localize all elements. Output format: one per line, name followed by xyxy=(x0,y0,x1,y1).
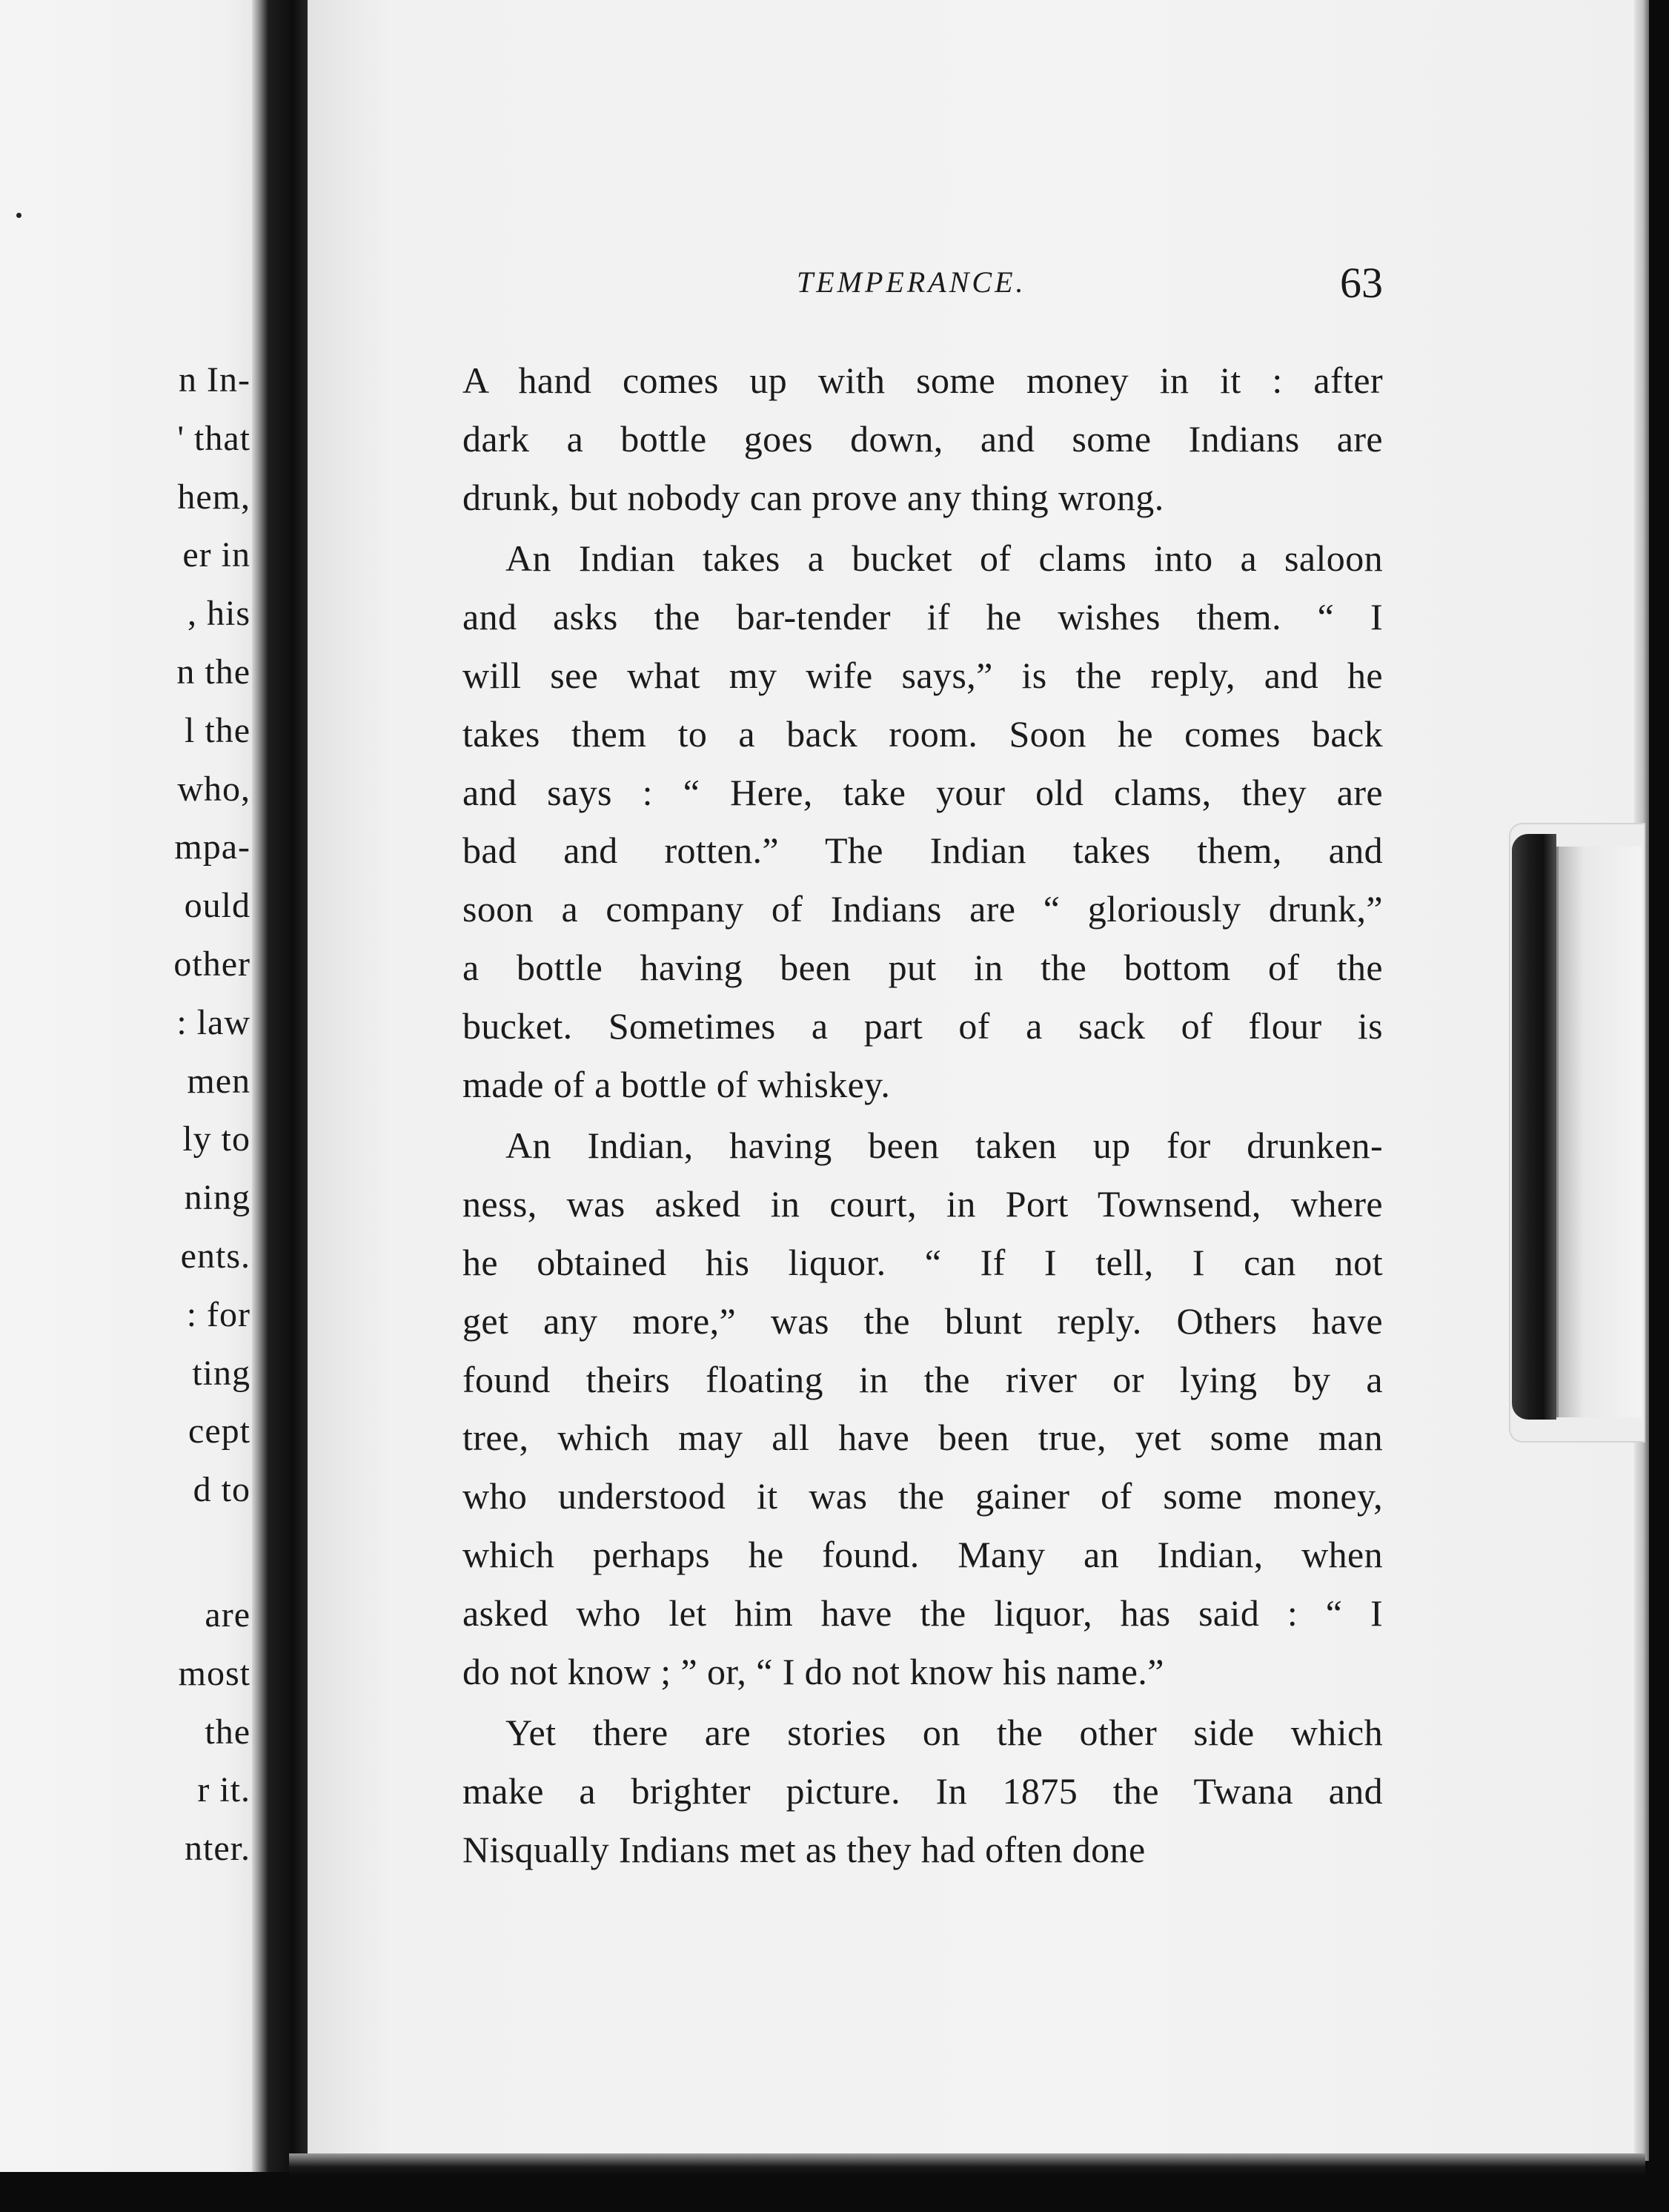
text-line: he obtained his liquor. “ If I tell, I can not xyxy=(462,1241,1383,1283)
running-head: TEMPERANCE. xyxy=(797,265,1026,299)
left-page-line xyxy=(173,1520,250,1586)
text-line: Nisqually Indians met as they had often done xyxy=(462,1828,1146,1870)
text-line: An Indian takes a bucket of clams into a saloon xyxy=(505,537,1383,580)
text-line: who understood it was the gainer of some money, xyxy=(462,1475,1383,1517)
text-line: Yet there are stories on the other side which xyxy=(505,1712,1383,1754)
text-line: tree, which may all have been true, yet some man xyxy=(462,1417,1383,1459)
left-page-line: nter. xyxy=(185,1829,250,1869)
page-clip-inner xyxy=(1556,847,1642,1417)
left-page-line: who, xyxy=(177,769,250,809)
left-page-line: ning xyxy=(184,1178,250,1218)
text-line: found theirs floating in the river or lying by a xyxy=(462,1358,1383,1400)
bottom-shadow xyxy=(289,2153,1645,2176)
ink-speck xyxy=(16,213,21,218)
text-line: ness, was asked in court, in Port Townsend, where xyxy=(462,1183,1383,1225)
text-line: bad and rotten.” The Indian takes them, and xyxy=(462,830,1383,872)
text-line: and says : “ Here, take your old clams, they are xyxy=(462,771,1383,813)
left-page-line: n the xyxy=(176,652,250,692)
left-page-line: mpa- xyxy=(174,827,250,867)
left-page-line: d to xyxy=(193,1470,250,1510)
text-line: dark a bottle goes down, and some Indians are xyxy=(462,417,1383,460)
text-line: An Indian, having been taken up for drunken- xyxy=(505,1125,1383,1167)
text-line: asked who let him have the liquor, has said : “ I xyxy=(462,1592,1383,1634)
text-line: get any more,” was the blunt reply. Others have xyxy=(462,1299,1383,1342)
left-page-line: ting xyxy=(192,1353,250,1393)
text-line: a bottle having been put in the bottom of the xyxy=(462,946,1383,988)
left-page-line: the xyxy=(205,1712,250,1752)
paragraph xyxy=(462,529,1383,1113)
left-page-line: are xyxy=(205,1595,250,1635)
text-line: which perhaps he found. Many an Indian, when xyxy=(462,1533,1383,1575)
text-line: will see what my wife says,” is the reply, and he xyxy=(462,654,1383,696)
left-page-line: most xyxy=(178,1653,250,1693)
left-page-line: : law xyxy=(176,1002,250,1042)
left-page-line: other xyxy=(173,944,250,984)
text-line: and asks the bar-tender if he wishes them. “ I xyxy=(462,596,1383,638)
text-line: do not know ; ” or, “ I do not know his name.” xyxy=(462,1650,1164,1692)
paragraph xyxy=(462,351,1383,526)
left-page-line: hem, xyxy=(177,477,250,517)
left-page-line: ents. xyxy=(180,1236,250,1276)
left-page-line: ' that xyxy=(177,418,250,458)
left-page-line: r it. xyxy=(197,1770,250,1810)
left-page-line: n In- xyxy=(179,360,250,400)
page-number: 63 xyxy=(1340,259,1383,307)
text-line: bucket. Sometimes a part of a sack of flour is xyxy=(462,1004,1383,1047)
page-clip-bar xyxy=(1512,834,1556,1420)
left-page-text xyxy=(173,351,250,1878)
left-page-line: ly to xyxy=(182,1119,250,1159)
paragraph xyxy=(462,1703,1383,1878)
text-line: make a brighter picture. In 1875 the Twana and xyxy=(462,1770,1383,1812)
left-page xyxy=(0,0,267,2172)
left-page-line: cept xyxy=(188,1411,250,1451)
body-text xyxy=(462,351,1383,1879)
left-page-line: ould xyxy=(184,886,250,926)
left-page-line: l the xyxy=(185,710,250,750)
text-line: A hand comes up with some money in it : after xyxy=(462,360,1383,401)
text-line: soon a company of Indians are “ gloriously drunk,” xyxy=(462,888,1383,930)
text-line: takes them to a back room. Soon he comes back xyxy=(462,712,1383,755)
left-page-line: , his xyxy=(187,594,250,634)
left-page-line: : for xyxy=(186,1294,250,1334)
text-line: drunk, but nobody can prove any thing wrong. xyxy=(462,476,1164,518)
left-page-line: er in xyxy=(182,535,250,575)
left-page-line: men xyxy=(187,1061,250,1101)
paragraph xyxy=(462,1116,1383,1701)
text-line: made of a bottle of whiskey. xyxy=(462,1063,891,1105)
